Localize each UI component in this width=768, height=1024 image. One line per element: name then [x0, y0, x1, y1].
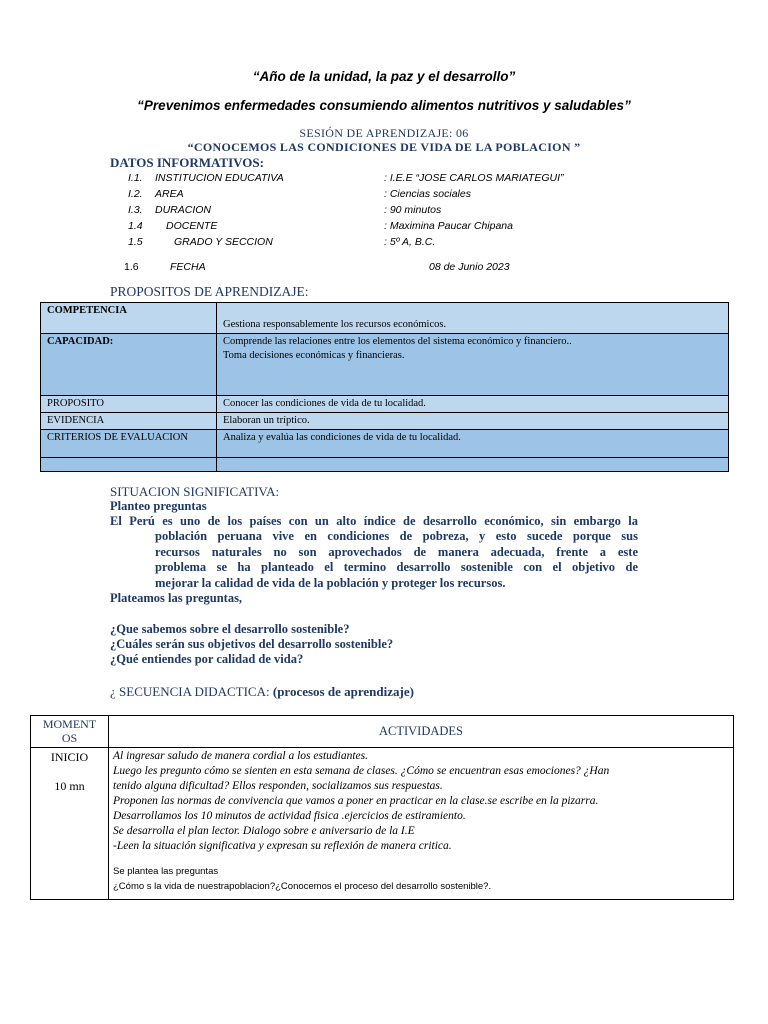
activity-line: Desarrollamos los 10 minutos de actividad fisica .ejercicios de estiramiento. — [113, 810, 466, 822]
cell-line: Comprende las relaciones entre los elementos del sistema económico y financiero.. — [223, 336, 572, 347]
datos-num: I.2. — [128, 188, 143, 200]
datos-value: : I.E.E “JOSE CARLOS MARIATEGUI” — [384, 172, 564, 184]
situacion-heading: SITUACION SIGNIFICATIVA: — [110, 484, 280, 499]
datos-label: AREA — [155, 188, 184, 200]
moments-header-line: OS — [61, 731, 78, 745]
evidencia-value: Elaboran un tríptico. — [217, 413, 729, 430]
propositos-table — [40, 302, 729, 472]
evidencia-label: EVIDENCIA — [41, 413, 217, 430]
datos-num: 1.4 — [128, 220, 143, 232]
datos-num: 1.5 — [128, 236, 143, 248]
datos-label: GRADO Y SECCION — [174, 236, 273, 248]
datos-label: DURACION — [155, 204, 212, 216]
activity-plain-line: ¿Cómo s la vida de nuestrapoblacion?¿Conocemos el proceso del desarrollo sostenible?. — [113, 881, 492, 892]
datos-value: : 5º A, B.C. — [384, 236, 436, 248]
datos-value: 08 de Junio 2023 — [429, 261, 510, 273]
activity-line: tenido alguna dificultad? Ellos responden, socializamos sus respuestas. — [113, 780, 443, 792]
table-header-row — [31, 716, 734, 748]
secuencia-heading-main: ¿ SECUENCIA DIDACTICA: — [110, 684, 270, 699]
secuencia-heading-sub: (procesos de aprendizaje) — [272, 684, 414, 699]
question-item: ¿Que sabemos sobre el desarrollo sostenible? — [110, 622, 350, 636]
datos-value: : 90 minutos — [384, 204, 442, 216]
capacidad-value — [217, 334, 729, 396]
proposito-value: Conocer las condiciones de vida de tu localidad. — [217, 396, 729, 413]
paragraph-line: problema se ha planteado el termino desarrollo sostenible con el objetivo de — [155, 560, 638, 574]
moment-cell — [31, 748, 109, 900]
plateamos-label: Plateamos las preguntas, — [110, 591, 243, 605]
datos-value: : Maximina Paucar Chipana — [384, 220, 513, 232]
activity-line: -Leen la situación significativa y expresan su reflexión de manera critica. — [113, 840, 452, 852]
datos-num: I.1. — [128, 172, 143, 184]
datos-label: INSTITUCION EDUCATIVA — [155, 172, 284, 184]
table-row — [41, 303, 729, 334]
datos-num: I.3. — [128, 204, 143, 216]
activity-line: Proponen las normas de convivencia que vamos a poner en practicar en la clase.se escribe en la pizarra. — [113, 795, 599, 807]
competencia-value — [217, 303, 729, 334]
capacidad-label: CAPACIDAD: — [41, 334, 217, 396]
datos-label: FECHA — [170, 261, 206, 273]
datos-label: DOCENTE — [166, 220, 218, 232]
paragraph-line: El Perú es uno de los países con un alto índice de desarrollo económico, sin embargo la — [110, 514, 638, 528]
question-item: ¿Cuáles serán sus objetivos del desarrollo sostenible? — [110, 637, 394, 651]
secuencia-heading — [110, 684, 414, 700]
question-item: ¿Qué entiendes por calidad de vida? — [110, 652, 304, 666]
criterios-value: Analiza y evalúa las condiciones de vida de tu localidad. — [217, 430, 729, 458]
table-row — [31, 748, 734, 900]
activity-line: Se desarrolla el plan lector. Dialogo sobre e aniversario de la I.E — [113, 825, 415, 837]
session-number: SESIÓN DE APRENDIZAJE: 06 — [299, 126, 469, 140]
motto-line-1: “Año de la unidad, la paz y el desarrollo” — [252, 69, 516, 84]
activity-plain-line: Se plantea las preguntas — [113, 866, 219, 877]
moments-header-line: MOMENT — [42, 717, 97, 731]
actividades-table — [30, 715, 734, 900]
cell-line: Gestiona responsablemente los recursos económicos. — [223, 319, 447, 330]
table-row — [41, 458, 729, 472]
paragraph-line: recursos naturales no son aprovechados de manera adecuada, frente a este — [155, 545, 638, 559]
activity-line: Al ingresar saludo de manera cordial a los estudiantes. — [113, 750, 369, 762]
moment-duration: 10 mn — [54, 779, 85, 793]
empty-cell — [41, 458, 217, 472]
moment-label: INICIO — [50, 750, 89, 764]
table-row — [41, 430, 729, 458]
cell-line: Toma decisiones económicas y financieras. — [223, 350, 405, 361]
activities-cell — [109, 748, 734, 900]
table-row — [41, 396, 729, 413]
proposito-label: PROPOSITO — [41, 396, 217, 413]
table-row — [41, 413, 729, 430]
empty-cell — [217, 458, 729, 472]
datos-num: 1.6 — [124, 261, 139, 273]
paragraph-line: mejorar la calidad de vida de la población y proteger los recursos. — [155, 576, 506, 590]
propositos-heading: PROPOSITOS DE APRENDIZAJE: — [110, 284, 309, 299]
motto-line-2: “Prevenimos enfermedades consumiendo alimentos nutritivos y saludables” — [137, 98, 631, 113]
cell-line — [223, 304, 722, 318]
datos-heading: DATOS INFORMATIVOS: — [110, 155, 264, 170]
session-title: “CONOCEMOS LAS CONDICIONES DE VIDA DE LA POBLACION ” — [187, 140, 581, 154]
datos-value: : Ciencias sociales — [384, 188, 471, 200]
activity-line: Luego les pregunto cómo se sienten en esta semana de clases. ¿Cómo se encuentran esas emociones? ¿Han — [113, 765, 610, 777]
planteo-label: Planteo preguntas — [110, 499, 207, 513]
moments-header — [31, 716, 109, 748]
table-row — [41, 334, 729, 396]
competencia-label: COMPETENCIA — [41, 303, 217, 334]
paragraph-line: población peruana vive en condiciones de pobreza, y esto sucede porque sus — [155, 529, 638, 543]
criterios-label: CRITERIOS DE EVALUACION — [41, 430, 217, 458]
activities-header: ACTIVIDADES — [109, 716, 734, 748]
